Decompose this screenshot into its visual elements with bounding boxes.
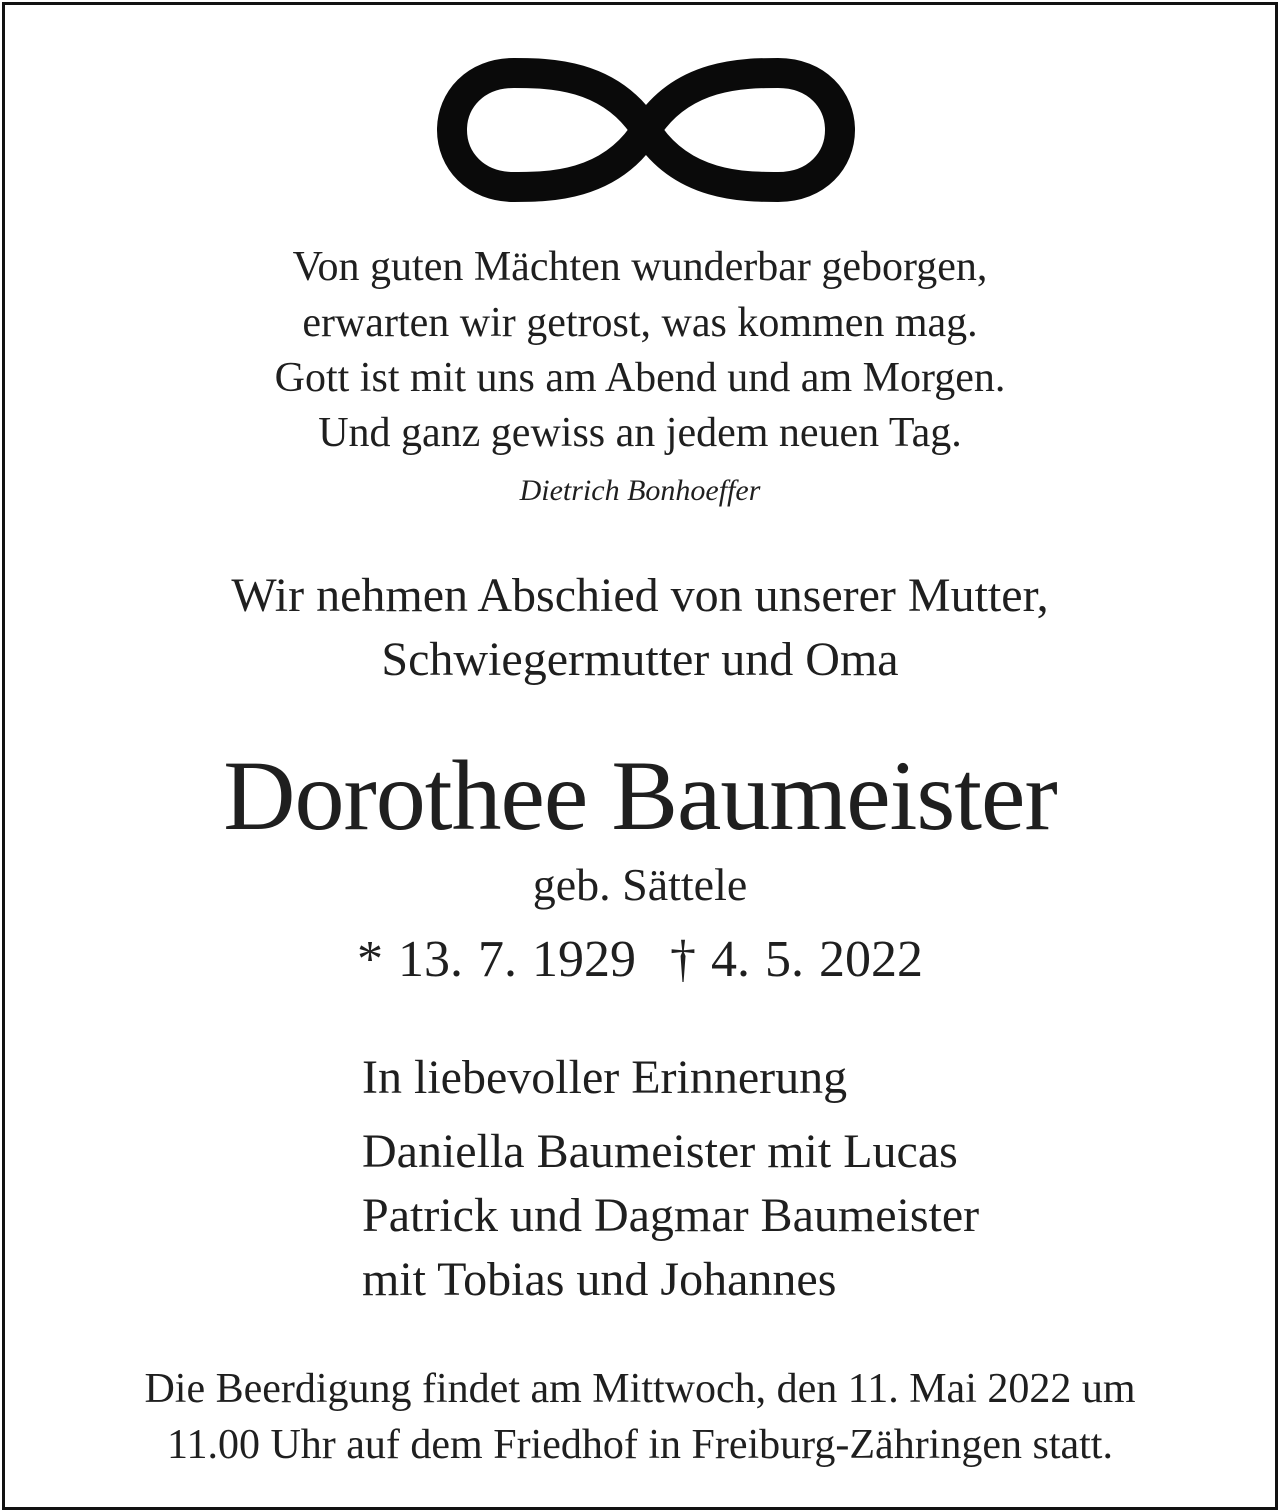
- mourner-line-2: Patrick und Dagmar Baumeister: [362, 1189, 980, 1242]
- mourner-line-1: Daniella Baumeister mit Lucas: [362, 1125, 958, 1178]
- life-dates: [5, 929, 1275, 991]
- funeral-line-2: 11.00 Uhr auf dem Friedhof in Freiburg-Zähringen statt.: [167, 1422, 1113, 1468]
- birth-date: * 13. 7. 1929: [357, 931, 636, 988]
- obituary-notice: [2, 2, 1278, 1510]
- birth-name: geb. Sättele: [532, 859, 748, 910]
- farewell-line-2: Schwiegermutter und Oma: [381, 633, 899, 686]
- death-date: † 4. 5. 2022: [670, 931, 923, 988]
- deceased-name: Dorothee Baumeister: [223, 740, 1057, 851]
- verse-line-1: Von guten Mächten wunderbar geborgen,: [292, 244, 988, 290]
- verse-line-4: Und ganz gewiss an jedem neuen Tag.: [318, 410, 962, 456]
- verse-line-3: Gott ist mit uns am Abend und am Morgen.: [274, 355, 1006, 401]
- mourners-intro: In liebevoller Erinnerung: [362, 1051, 848, 1104]
- mourner-line-3: mit Tobias und Johannes: [362, 1253, 837, 1306]
- verse-author: Dietrich Bonhoeffer: [519, 474, 761, 507]
- verse-line-2: erwarten wir getrost, was kommen mag.: [302, 300, 978, 346]
- farewell-line-1: Wir nehmen Abschied von unserer Mutter,: [231, 569, 1049, 622]
- infinity-icon: [430, 45, 862, 215]
- funeral-line-1: Die Beerdigung findet am Mittwoch, den 11. Mai 2022 um: [144, 1366, 1136, 1412]
